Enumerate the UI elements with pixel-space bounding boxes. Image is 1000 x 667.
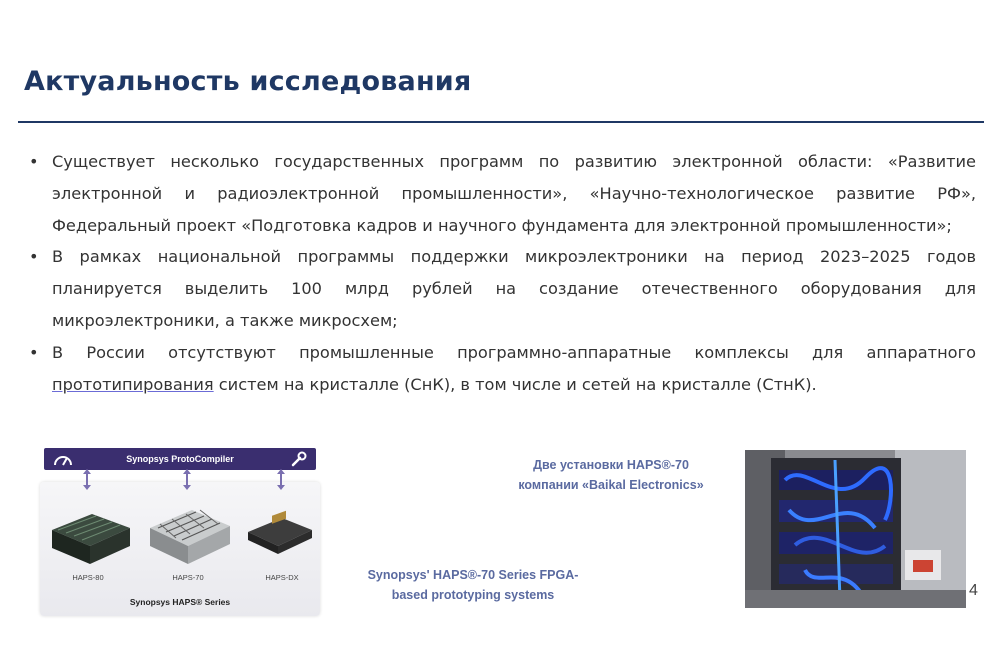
protocompiler-bar xyxy=(44,448,316,470)
bullet-item xyxy=(26,146,976,241)
arrow-icon xyxy=(280,471,282,488)
haps-installation-photo xyxy=(745,450,966,608)
bullet-text: Существует несколько государственных программ по развитию электронной области: «Развитие электронной и радиоэлектронной промышленности», «Научно-технологическое развитие РФ», Федеральный проект «Подготовка кадров и научного фундамента для электронной промышленности»; xyxy=(52,152,976,235)
title-underline xyxy=(18,121,984,123)
slide-title: Актуальность исследования xyxy=(24,66,472,97)
bullet-dot-icon: • xyxy=(29,247,39,267)
caption-line: based prototyping systems xyxy=(391,588,555,602)
haps-70-board-image xyxy=(146,498,234,570)
bullet-dot-icon: • xyxy=(29,342,39,362)
haps-dx-board-image xyxy=(244,510,316,566)
caption-line: Две установки HAPS®-70 xyxy=(533,458,689,472)
arrow-icon xyxy=(186,471,188,488)
wrench-icon xyxy=(290,451,308,467)
board-label: HAPS-DX xyxy=(265,573,299,582)
protocompiler-label: Synopsys ProtoCompiler xyxy=(126,454,234,464)
server-rack-photo-image xyxy=(745,450,966,608)
underlined-term: прототипирования xyxy=(52,374,214,394)
board-label: HAPS-70 xyxy=(172,573,204,582)
haps70-caption xyxy=(330,565,616,605)
board-label: HAPS-80 xyxy=(72,573,104,582)
bullet-text-end: систем на кристалле (СнК), в том числе и сетей на кристалле (СтнК). xyxy=(213,374,817,394)
haps-80-board-image xyxy=(48,500,134,570)
bullet-text: В рамках национальной программы поддержки микроэлектроники на период 2023–2025 годов планируется выделить 100 млрд рублей на создание отечественного оборудования для микроэлектроники, а также микросхем; xyxy=(52,247,976,330)
bullet-item xyxy=(26,241,976,336)
gauge-icon xyxy=(52,451,74,467)
page-number: 4 xyxy=(969,582,978,599)
baikal-caption xyxy=(476,455,746,495)
bullet-list xyxy=(26,146,976,400)
caption-line: Synopsys' HAPS®-70 Series FPGA- xyxy=(367,568,579,582)
bullet-item xyxy=(26,337,976,401)
haps-series-diagram xyxy=(38,440,322,616)
bullet-dot-icon: • xyxy=(29,152,39,171)
arrow-icon xyxy=(86,471,88,488)
series-label: Synopsys HAPS® Series xyxy=(129,597,231,607)
caption-line: компании «Baikal Electronics» xyxy=(518,478,704,492)
bullet-text-start: В России отсутствуют промышленные программно-аппаратные комплексы для аппаратного xyxy=(52,342,976,362)
